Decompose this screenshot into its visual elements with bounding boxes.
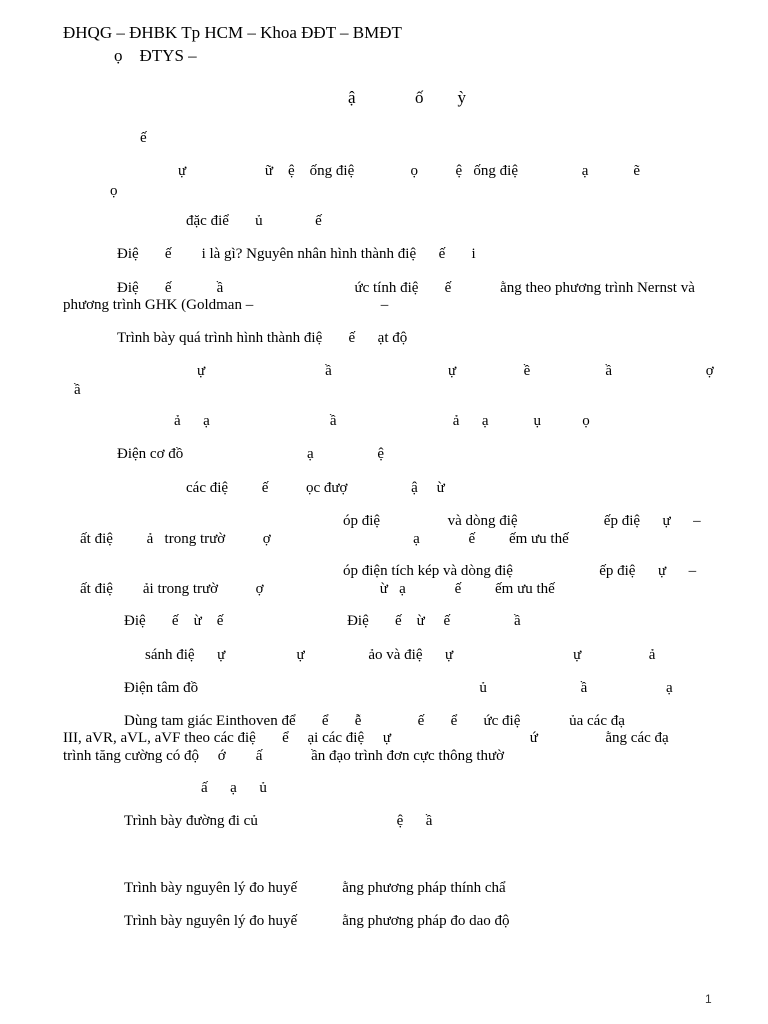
text-line: Điện tâm đồ ủ ầ ạ <box>124 680 673 696</box>
text-line: Trình bày nguyên lý đo huyế ằng phương pháp đo dao độ <box>124 913 510 929</box>
text-line: Điện cơ đồ ạ ệ <box>117 446 385 462</box>
text-line: Dùng tam giác Einthoven để ể ễ ế ể ức điệ ủa các đạ <box>124 713 625 729</box>
text-line: Trình bày nguyên lý đo huyế ằng phương pháp thính chẩ <box>124 880 506 896</box>
document-title: ậ ố ỳ <box>348 88 467 107</box>
text-line: ả ạ ầ ả ạ ụ ọ <box>174 413 590 429</box>
text-line: Điệ ế ừ ế Điệ ế ừ ế ầ <box>124 613 521 629</box>
text-line: ự ầ ự ề ầ ợ <box>197 363 714 379</box>
text-line: Điệ ế ầ ức tính điệ ế ằng theo phương trình Nernst và <box>117 280 695 296</box>
text-line: các điệ ế ọc đượ ậ ừ <box>186 480 445 496</box>
text-line: ự ữ ệ ống điệ ọ ệ ống điệ ạ ẽ <box>178 163 641 179</box>
text-line: III, aVR, aVL, aVF theo các điệ ể ại các điệ ự ứ ằng các đạ <box>63 730 669 746</box>
text-line: Trình bày đường đi củ ệ ầ <box>124 813 433 829</box>
header-line-2: ọ ĐTYS – <box>114 46 197 65</box>
text-line: trình tăng cường có độ ớ ấ ần đạo trình đơn cực thông thườ <box>63 748 505 764</box>
text-line: Trình bày quá trình hình thành điệ ế ạt độ <box>117 330 408 346</box>
text-line: ầ <box>74 382 81 398</box>
text-line: ất điệ ả trong trườ ợ ạ ế ếm ưu thế <box>80 531 569 547</box>
text-line: phương trình GHK (Goldman – – <box>63 297 389 313</box>
text-line: óp điện tích kép và dòng điệ ếp điệ ự – <box>343 563 697 579</box>
text-line: ất điệ ải trong trườ ợ ừ ạ ế ếm ưu thế <box>80 581 555 597</box>
text-line: sánh điệ ự ự ảo và điệ ự ự ả <box>145 647 656 663</box>
page-number: 1 <box>705 992 712 1006</box>
section-title: ế <box>140 130 147 146</box>
text-line: Điệ ế i là gì? Nguyên nhân hình thành điệ ế i <box>117 246 476 262</box>
text-line: óp điệ và dòng điệ ếp điệ ự – <box>343 513 701 529</box>
header-line-1: ĐHQG – ĐHBK Tp HCM – Khoa ĐĐT – BMĐT <box>63 23 402 42</box>
text-line: ọ <box>110 183 118 199</box>
text-line: ấ ạ ủ <box>201 780 267 796</box>
text-line: đặc điể ủ ế <box>186 213 322 229</box>
